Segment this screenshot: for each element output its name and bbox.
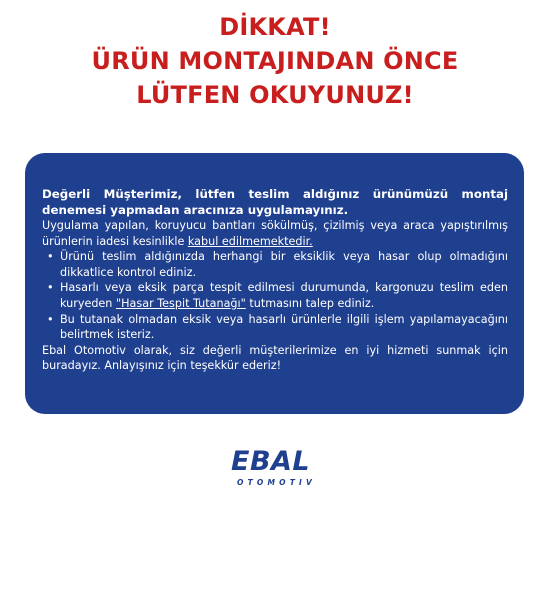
instruction-item-report [47,280,508,311]
headline-line-3: LÜTFEN OKUYUNUZ! [136,81,414,109]
logo-wordmark: EBAL [231,446,311,477]
warning-headline [0,10,550,112]
instruction-text-inspect: Ürünü teslim aldığınızda herhangi bir eksiklik veya hasar olup olmadığını dikkatlice kontrol ediniz. [60,250,508,279]
instruction-item-warning [47,312,508,343]
bullet-icon: • [47,312,54,326]
return-policy-paragraph [42,218,508,249]
logo-subtitle: OTOMOTIV [237,478,317,487]
damage-report-term: "Hasar Tespit Tutanağı" [115,296,246,310]
notice-card [25,153,524,414]
return-policy-emphasis: kabul edilmemektedir. [187,234,313,248]
ebal-logo [231,447,321,493]
closing-paragraph: Ebal Otomotiv olarak, siz değerli müşterilerimize en iyi hizmeti sunmak için buradayız. Anlayışınız için teşekkür ederiz! [42,343,508,373]
bullet-icon: • [47,250,54,264]
instruction-list [42,249,508,343]
headline-line-1: DİKKAT! [219,13,331,41]
instruction-text-report-after: tutmasını talep ediniz. [245,296,375,310]
instruction-item-inspect [47,249,508,280]
bullet-icon: • [47,281,54,295]
instruction-text-report-before: Hasarlı veya eksik parça tespit edilmesi durumunda, kargonuzu teslim eden kuryeden [60,281,508,310]
return-policy-text: Uygulama yapılan, koruyucu bantları sökülmüş, çizilmiş veya araca yapıştırılmış ürünlerin iadesi kesinlikle [42,219,508,248]
headline-line-2: ÜRÜN MONTAJINDAN ÖNCE [91,47,459,75]
instruction-text-warning: Bu tutanak olmadan eksik veya hasarlı ürünlerle ilgili işlem yapılamayacağını belirtmek isteriz. [60,312,508,342]
notice-intro: Değerli Müşterimiz, lütfen teslim aldığınız ürünümüzü montaj denemesi yapmadan aracınıza uygulamayınız. [42,187,508,217]
